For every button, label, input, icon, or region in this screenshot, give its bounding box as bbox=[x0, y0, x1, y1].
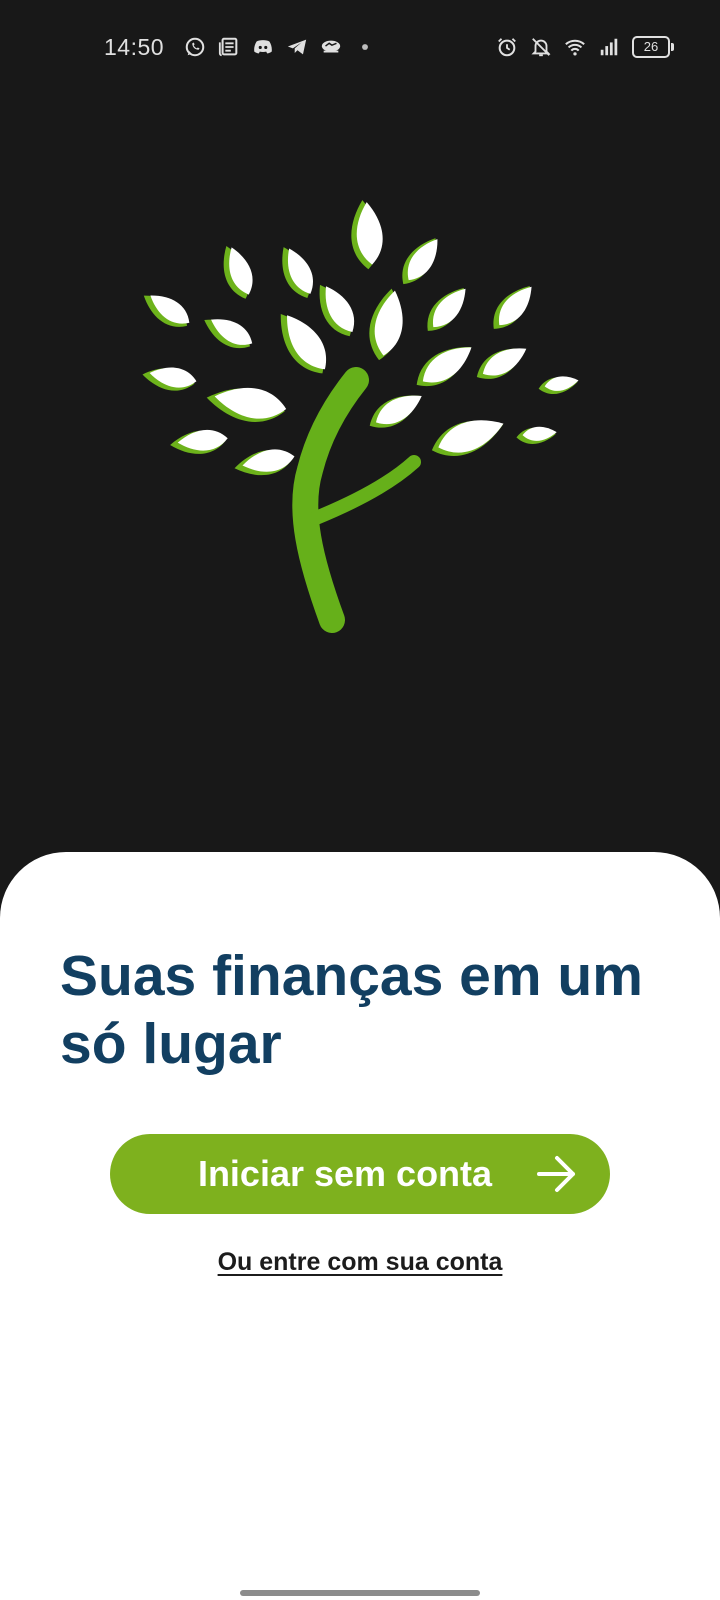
battery-tip bbox=[671, 43, 674, 51]
status-time: 14:50 bbox=[104, 34, 165, 60]
signal-icon bbox=[598, 36, 620, 58]
start-button-label: Iniciar sem conta bbox=[197, 1153, 493, 1194]
headline: Suas finanças em um só lugar bbox=[60, 944, 643, 1076]
whatsapp-icon bbox=[184, 36, 206, 58]
status-bar bbox=[0, 0, 720, 96]
handshake-icon bbox=[320, 36, 342, 58]
onboarding-sheet bbox=[0, 852, 720, 1600]
start-without-account-button[interactable] bbox=[110, 1134, 610, 1214]
login-with-account-link[interactable]: Ou entre com sua conta bbox=[217, 1248, 503, 1276]
bell-muted-icon bbox=[530, 36, 552, 58]
discord-icon bbox=[252, 36, 274, 58]
battery-level: 26 bbox=[632, 36, 670, 58]
dot-icon bbox=[354, 36, 376, 58]
notification-icons bbox=[184, 36, 376, 58]
battery-icon bbox=[632, 36, 674, 58]
alarm-icon bbox=[496, 36, 518, 58]
arrow-right-icon bbox=[536, 1154, 578, 1194]
tree-logo-icon bbox=[120, 190, 600, 650]
wifi-icon bbox=[564, 36, 586, 58]
home-indicator[interactable] bbox=[240, 1590, 480, 1596]
telegram-icon bbox=[286, 36, 308, 58]
system-icons bbox=[496, 36, 674, 58]
news-icon bbox=[218, 36, 240, 58]
